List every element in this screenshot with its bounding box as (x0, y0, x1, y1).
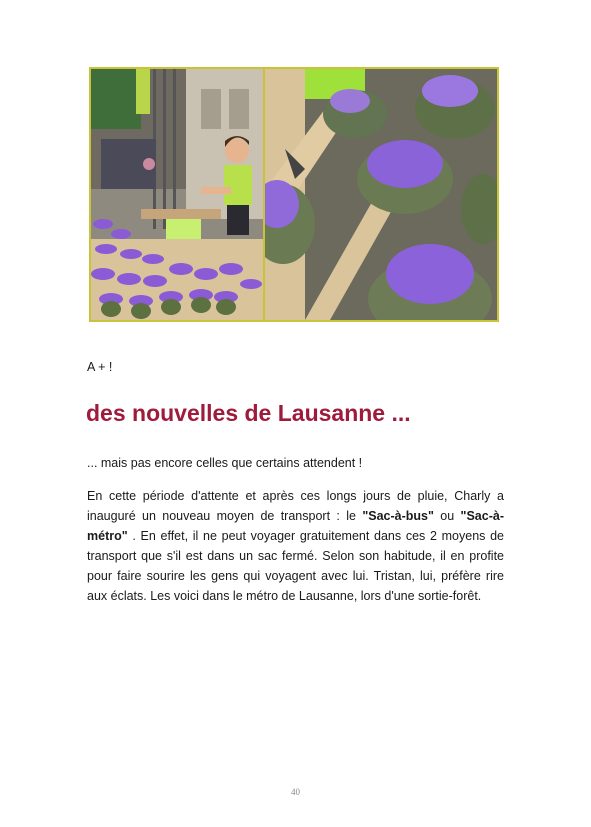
photo-frame (89, 67, 499, 322)
paragraph-text: En cette période d'attente et après ces longs jours de pluie, Charly a inauguré un nouveau moyen de transport : le (87, 489, 504, 523)
artichoke-market-photo (91, 69, 263, 320)
paragraph-text: ou (433, 509, 461, 523)
page-number: 40 (291, 787, 300, 797)
bold-term-sac-a-bus: "Sac-à-bus" (362, 509, 434, 523)
bold-term-sac-a-metro: "Sac-à-métro" (87, 509, 504, 543)
artichoke-flowers-image (265, 69, 497, 320)
artichoke-market-image (91, 69, 263, 320)
page-heading: des nouvelles de Lausanne ... (86, 400, 411, 426)
artichoke-flowers-photo (265, 69, 497, 320)
paragraph-text: . En effet, il ne peut voyager gratuitement dans ces 2 moyens de transport que s'il est dans un sac fermé. Selon son habitude, il en profite pour faire sourire les gens qui voyagent avec lui. Tristan, lui, préfère rire aux éclats. Les voici dans le métro de Lausanne, lors d'une sortie-forêt. (87, 529, 504, 603)
greeting-text: A + ! (87, 360, 113, 374)
lead-text: ... mais pas encore celles que certains attendent ! (87, 456, 363, 470)
body-paragraph (87, 486, 504, 606)
